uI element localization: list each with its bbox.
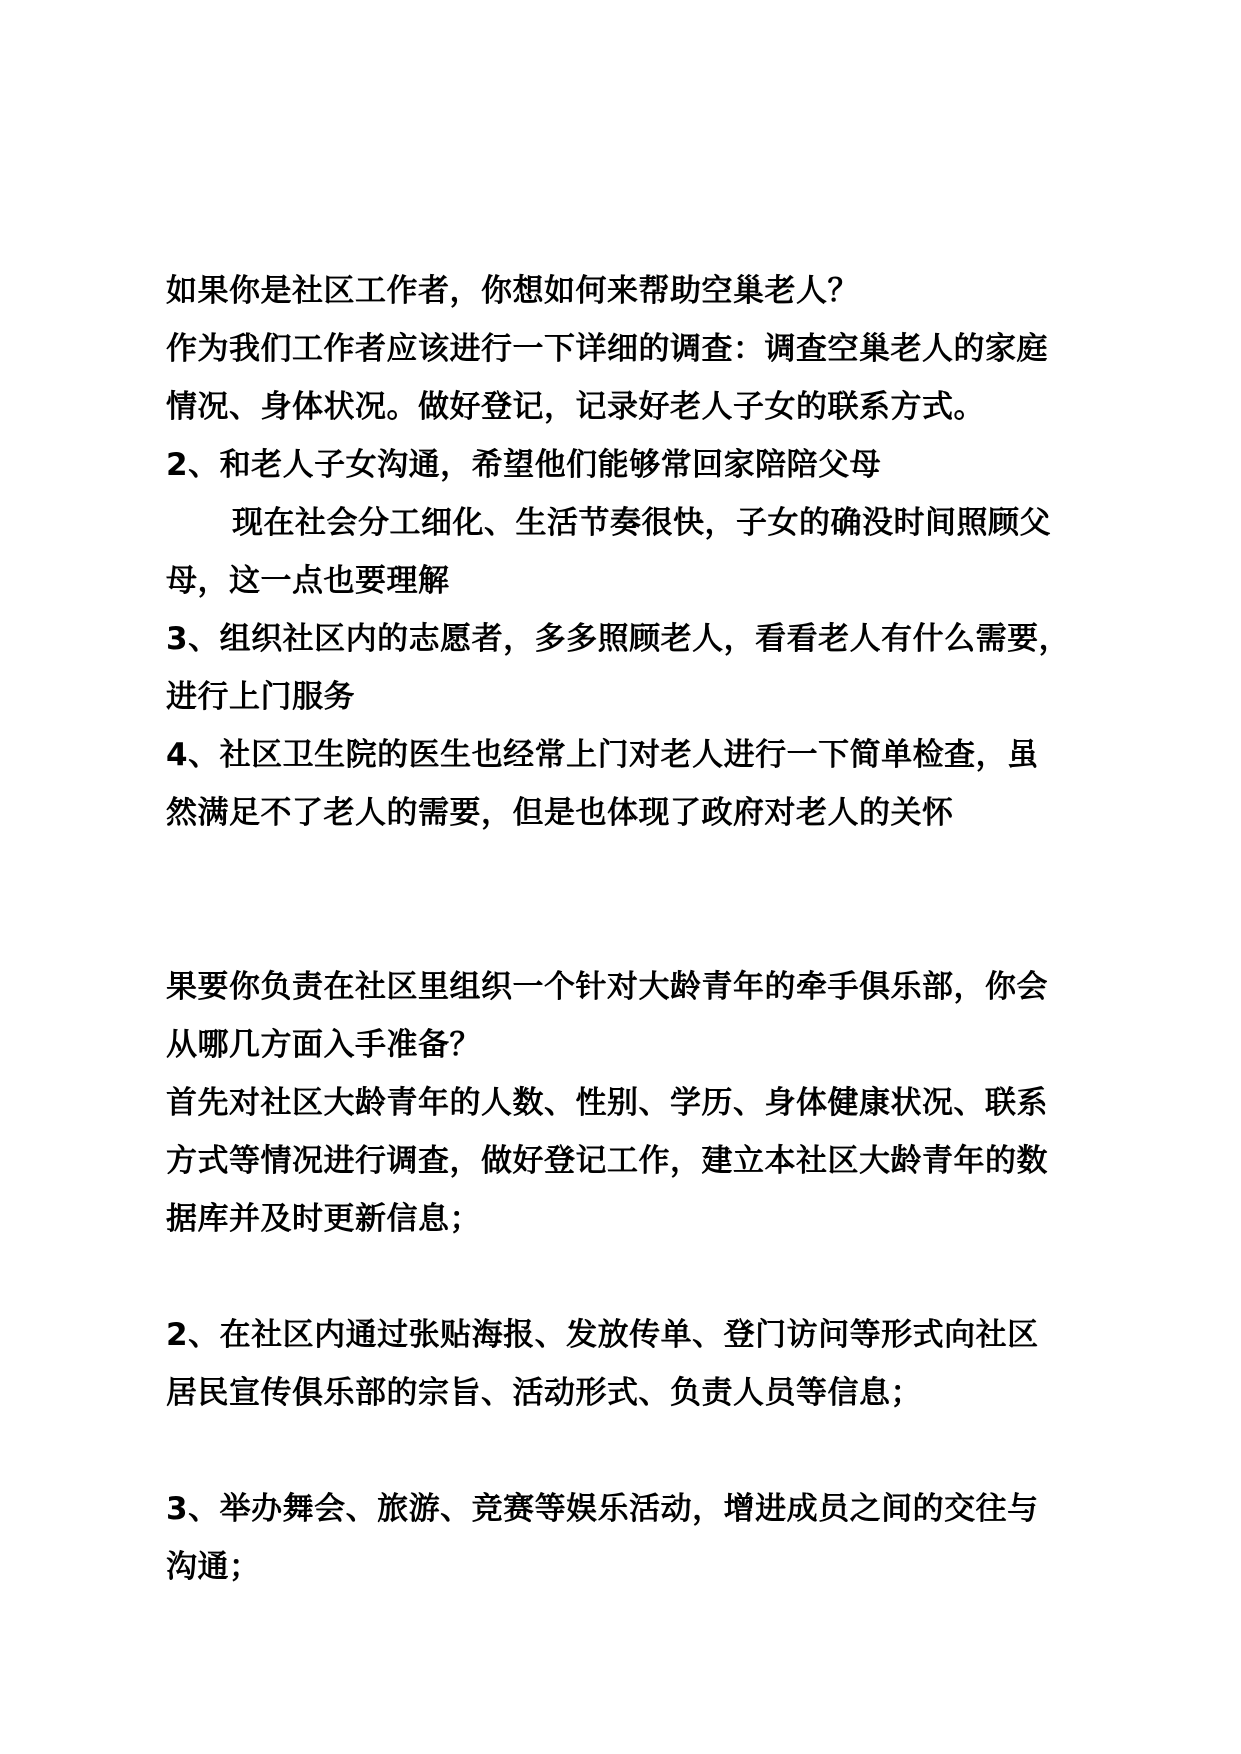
question-heading-2-cont: 从哪几方面入手准备？ [166,1027,481,1063]
section-spacer [166,842,1096,958]
question-heading-2: 果要你负责在社区里组织一个针对大龄青年的牵手俱乐部，你会 [166,969,1048,1005]
paragraph-line: 方式等情况进行调查，做好登记工作，建立本社区大龄青年的数 [166,1143,1048,1179]
paragraph-line: 2、和老人子女沟通，希望他们能够常回家陪陪父母 [166,447,882,483]
paragraph-line: 4、社区卫生院的医生也经常上门对老人进行一下简单检查，虽 [166,737,1039,773]
paragraph-spacer [166,1422,1096,1480]
paragraph-line: 3、组织社区内的志愿者，多多照顾老人，看看老人有什么需要， [166,621,1071,657]
paragraph-line: 据库并及时更新信息； [166,1201,481,1237]
paragraph-line: 进行上门服务 [166,679,355,715]
paragraph-line: 首先对社区大龄青年的人数、性别、学历、身体健康状况、联系 [166,1085,1048,1121]
paragraph-line: 母，这一点也要理解 [166,563,450,599]
paragraph-line: 然满足不了老人的需要，但是也体现了政府对老人的关怀 [166,795,954,831]
paragraph-line: 作为我们工作者应该进行一下详细的调查：调查空巢老人的家庭 [166,331,1048,367]
paragraph-spacer [166,1248,1096,1306]
question-heading-1: 如果你是社区工作者，你想如何来帮助空巢老人？ [166,273,859,309]
paragraph-line: 2、在社区内通过张贴海报、发放传单、登门访问等形式向社区 [166,1317,1039,1353]
paragraph-line: 居民宣传俱乐部的宗旨、活动形式、负责人员等信息； [166,1375,922,1411]
paragraph-line: 情况、身体状况。做好登记，记录好老人子女的联系方式。 [166,389,985,425]
paragraph-line: 沟通； [166,1549,261,1585]
paragraph-line: 现在社会分工细化、生活节奏很快，子女的确没时间照顾父 [232,505,1051,541]
paragraph-line: 3、举办舞会、旅游、竞赛等娱乐活动，增进成员之间的交往与 [166,1491,1039,1527]
document-body [166,262,1096,1596]
